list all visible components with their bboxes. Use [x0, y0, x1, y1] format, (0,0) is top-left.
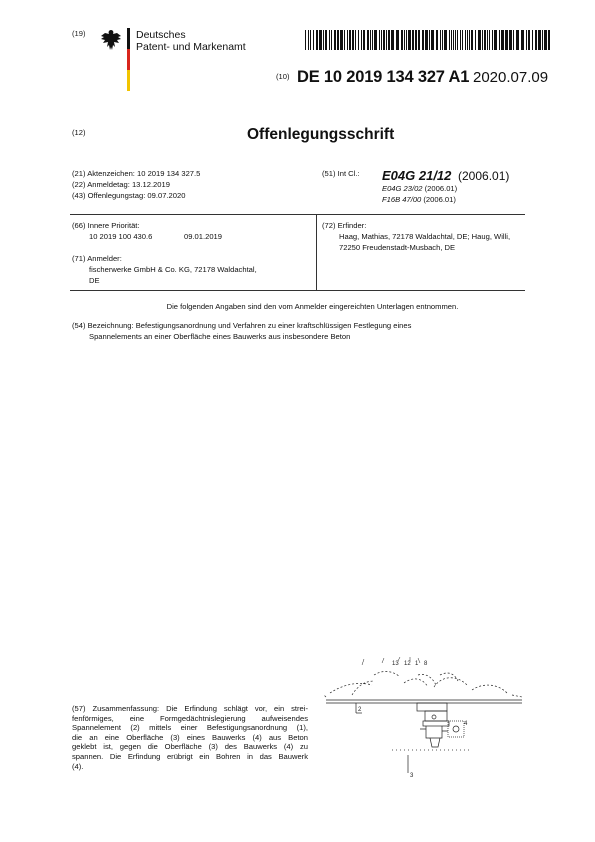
barcode-bar	[363, 30, 365, 50]
barcode-bar	[442, 30, 443, 50]
divider-vertical	[316, 214, 317, 290]
divider-bottom	[70, 290, 525, 291]
barcode-bar	[499, 30, 500, 50]
code-19: (19)	[72, 29, 86, 38]
field-72-line2: 72250 Freudenstadt-Musbach, DE	[339, 243, 456, 252]
field-66-number: 10 2019 100 430.6	[89, 232, 153, 241]
field-66-date: 09.01.2019	[184, 232, 223, 241]
barcode-bar	[358, 30, 359, 50]
flag-gold-bar	[127, 70, 130, 91]
barcode-bar	[323, 30, 324, 50]
barcode-bar	[465, 30, 466, 50]
barcode-bar	[383, 30, 385, 50]
barcode-bar	[526, 30, 527, 50]
barcode-bar	[329, 30, 330, 50]
barcode-bar	[501, 30, 504, 50]
barcode-bar	[316, 30, 318, 50]
field-22: (22) Anmeldetag: 13.12.2019	[72, 180, 170, 189]
barcode-bar	[544, 30, 547, 50]
barcode-bar	[347, 30, 348, 50]
barcode-bar	[396, 30, 399, 50]
barcode-bar	[340, 30, 343, 50]
barcode-bar	[334, 30, 336, 50]
barcode-bar	[305, 30, 306, 50]
code-51: (51) Int Cl.:	[322, 169, 360, 178]
barcode-bar	[492, 30, 493, 50]
field-71-line2: DE	[89, 276, 100, 285]
barcode-bar	[462, 30, 463, 50]
barcode	[305, 30, 551, 50]
ipc-3-code: F16B 47/00	[382, 195, 422, 204]
barcode-bar	[482, 30, 483, 50]
title-54-line1: (54) Bezeichnung: Befestigungsanordnung und Verfahren zu einer kraftschlüssigen Festlegung eines	[72, 321, 412, 330]
barcode-bar	[344, 30, 345, 50]
abstract	[72, 704, 308, 771]
code-12: (12)	[72, 128, 86, 137]
barcode-bar	[460, 30, 461, 50]
ipc-2-code: E04G 23/02	[382, 184, 423, 193]
barcode-bar	[457, 30, 458, 50]
patent-drawing	[322, 655, 532, 780]
barcode-bar	[528, 30, 530, 50]
barcode-bar	[374, 30, 377, 50]
abstract-line: (57) Zusammenfassung: Die Erfindung schlägt vor, ein strei-	[72, 704, 308, 713]
field-21: (21) Aktenzeichen: 10 2019 134 327.5	[72, 169, 201, 178]
barcode-bar	[451, 30, 452, 50]
barcode-bar	[381, 30, 382, 50]
barcode-bar	[478, 30, 481, 50]
office-name-line2: Patent- und Markenamt	[136, 41, 246, 53]
barcode-bar	[542, 30, 543, 50]
barcode-bar	[370, 30, 371, 50]
barcode-bar	[538, 30, 541, 50]
code-10: (10)	[276, 72, 290, 81]
abstract-line: spannen. Die Erfindung erübrigt ein Bohren in das Bauwerk	[72, 751, 308, 761]
flag-black-bar	[127, 28, 130, 49]
barcode-bar	[436, 30, 438, 50]
barcode-bar	[349, 30, 351, 50]
barcode-bar	[310, 30, 311, 50]
barcode-bar	[355, 30, 356, 50]
title-54-line2: Spannelements an einer Oberfläche eines Bauwerks aus insbesondere Beton	[89, 332, 351, 341]
field-66-label: (66) Innere Priorität:	[72, 221, 140, 230]
eagle-logo-icon	[99, 28, 123, 54]
barcode-bar	[313, 30, 314, 50]
barcode-bar	[401, 30, 403, 50]
barcode-bar	[513, 30, 514, 50]
barcode-bar	[535, 30, 537, 50]
barcode-bar	[391, 30, 394, 50]
barcode-bar	[386, 30, 387, 50]
ipc-3-year: (2006.01)	[423, 195, 456, 204]
barcode-bar	[469, 30, 470, 50]
figure-label: 2	[358, 707, 362, 713]
barcode-bar	[422, 30, 424, 50]
barcode-bar	[440, 30, 441, 50]
barcode-bar	[408, 30, 411, 50]
field-71-label: (71) Anmelder:	[72, 254, 122, 263]
barcode-bar	[361, 30, 362, 50]
barcode-bar	[471, 30, 473, 50]
ipc-2	[382, 184, 457, 194]
ipc-main: E04G 21/12	[382, 168, 452, 183]
barcode-bar	[444, 30, 447, 50]
figure-label: 4	[464, 721, 468, 727]
barcode-bar	[494, 30, 497, 50]
figure-label: 3	[410, 773, 414, 779]
office-name-line1: Deutsches	[136, 29, 186, 41]
ipc-3	[382, 195, 456, 205]
document-type: Offenlegungsschrift	[247, 126, 395, 143]
barcode-bar	[319, 30, 322, 50]
field-71-line1: fischerwerke GmbH & Co. KG, 72178 Waldachtal,	[89, 265, 257, 274]
abstract-line: fenförmiges, eine Formgedächtnislegierung aufweisendes	[72, 713, 308, 723]
field-43: (43) Offenlegungstag: 09.07.2020	[72, 191, 186, 200]
barcode-bar	[337, 30, 339, 50]
barcode-bar	[406, 30, 407, 50]
barcode-bar	[487, 30, 488, 50]
barcode-bar	[484, 30, 486, 50]
barcode-bar	[532, 30, 533, 50]
barcode-bar	[412, 30, 414, 50]
barcode-bar	[521, 30, 524, 50]
barcode-bar	[489, 30, 490, 50]
barcode-bar	[379, 30, 380, 50]
barcode-bar	[367, 30, 369, 50]
figure-label: 12	[404, 661, 411, 667]
barcode-bar	[388, 30, 390, 50]
ipc-main-year: (2006.01)	[458, 169, 510, 183]
fastener-figure	[324, 657, 522, 773]
abstract-line: (4).	[72, 761, 84, 771]
barcode-bar	[516, 30, 519, 50]
figure-label: 8	[424, 661, 428, 667]
barcode-bar	[505, 30, 508, 50]
barcode-bar	[404, 30, 405, 50]
barcode-bar	[331, 30, 332, 50]
figure-label: 13	[392, 661, 399, 667]
barcode-bar	[467, 30, 468, 50]
field-72-line1: Haag, Mathias, 72178 Waldachtal, DE; Haug, Willi,	[339, 232, 511, 241]
barcode-bar	[548, 30, 550, 50]
figure-label: 1	[415, 661, 419, 667]
german-flag-bars	[127, 28, 130, 91]
barcode-bar	[455, 30, 456, 50]
document-date: 2020.07.09	[473, 69, 549, 86]
ipc-2-year: (2006.01)	[424, 184, 458, 193]
document-number: DE 10 2019 134 327 A1	[297, 68, 470, 86]
barcode-bar	[372, 30, 373, 50]
flag-red-bar	[127, 49, 130, 70]
applicant-notice: Die folgenden Angaben sind den vom Anmelder eingereichten Unterlagen entnommen.	[166, 302, 459, 311]
abstract-line: geklebt ist, gegen die Oberfläche (3) des Bauwerks (4) zu	[72, 742, 308, 752]
barcode-bar	[475, 30, 476, 50]
barcode-bar	[425, 30, 428, 50]
barcode-bar	[352, 30, 354, 50]
barcode-bar	[415, 30, 417, 50]
abstract-line: die an eine Oberfläche (3) eines Bauwerks (4) aus Beton	[72, 732, 308, 742]
barcode-bar	[429, 30, 430, 50]
field-72-label: (72) Erfinder:	[322, 221, 367, 230]
barcode-bar	[418, 30, 420, 50]
barcode-bar	[308, 30, 309, 50]
barcode-bar	[449, 30, 450, 50]
barcode-bar	[453, 30, 454, 50]
barcode-bar	[509, 30, 512, 50]
abstract-line: Spannelement (2) mittels einer Befestigungsanordnung (1),	[72, 723, 308, 733]
barcode-bar	[325, 30, 327, 50]
barcode-bar	[431, 30, 434, 50]
divider-top	[70, 214, 525, 215]
